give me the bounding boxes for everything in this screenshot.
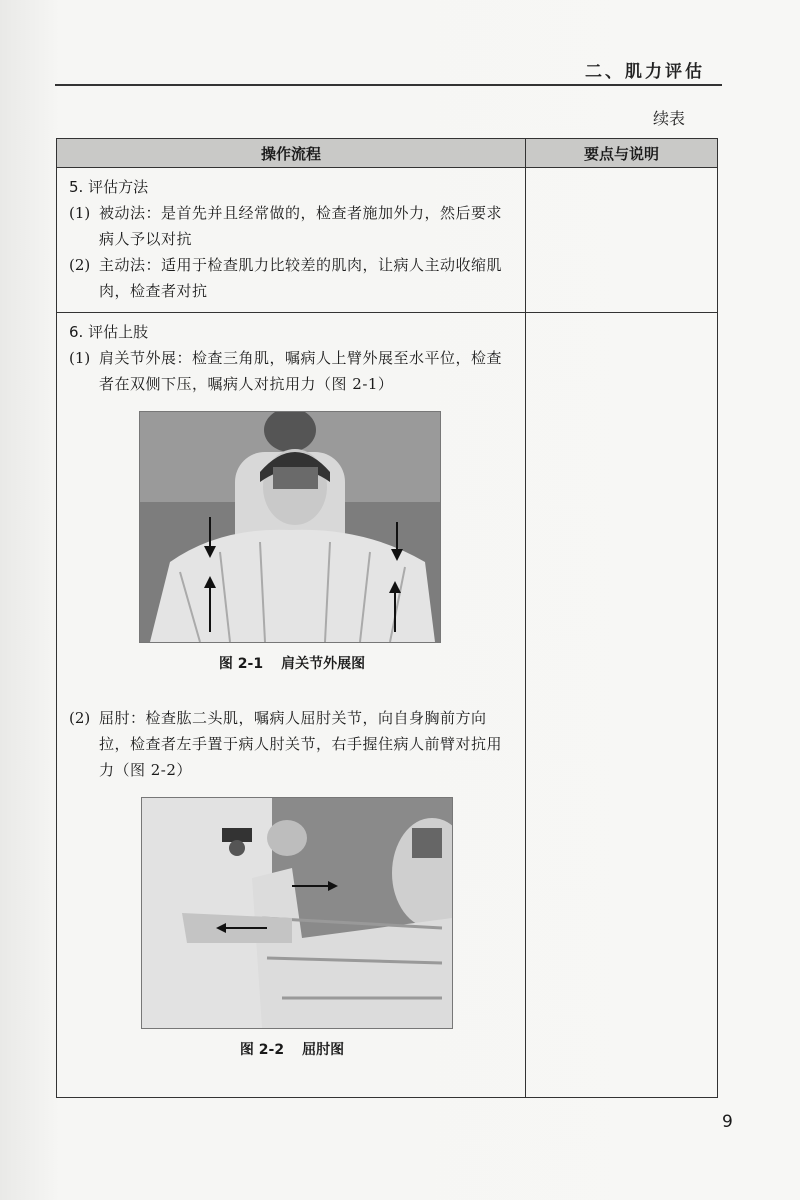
table-row xyxy=(57,313,718,1098)
figure-label: 图 2-2 xyxy=(239,1042,285,1058)
figure-elbow-flexion-photo xyxy=(141,797,453,1029)
figure-caption xyxy=(69,1037,515,1063)
figure-caption xyxy=(69,651,515,677)
section-heading: 6. 评估上肢 xyxy=(69,323,149,341)
figure-shoulder-abduction-photo xyxy=(139,411,441,643)
item-number: (1) xyxy=(69,349,91,367)
notes-cell xyxy=(526,313,718,1098)
column-header-process: 操作流程 xyxy=(57,139,526,168)
running-header-title: 二、肌力评估 xyxy=(585,62,705,82)
header-rule xyxy=(55,84,722,86)
continued-table-label: 续表 xyxy=(652,109,685,128)
figure-label: 图 2-1 xyxy=(218,656,264,672)
figure-title: 肩关节外展图 xyxy=(281,656,366,672)
page-number: 9 xyxy=(722,1112,733,1132)
notes-cell xyxy=(526,168,718,313)
list-item xyxy=(69,705,515,783)
list-item xyxy=(69,200,515,252)
process-cell xyxy=(57,313,526,1098)
column-header-notes: 要点与说明 xyxy=(526,139,718,168)
table-row xyxy=(57,168,718,313)
item-text: 主动法：适用于检查肌力比较差的肌肉，让病人主动收缩肌肉，检查者对抗 xyxy=(99,256,503,300)
section-heading: 5. 评估方法 xyxy=(69,178,149,196)
item-number: (2) xyxy=(69,709,91,727)
item-text: 被动法：是首先并且经常做的，检查者施加外力，然后要求病人予以对抗 xyxy=(99,204,503,248)
procedure-table xyxy=(56,138,718,1098)
process-cell xyxy=(57,168,526,313)
list-item xyxy=(69,345,515,397)
item-number: (1) xyxy=(69,204,91,222)
item-text: 屈肘：检查肱二头肌，嘱病人屈肘关节，向自身胸前方向拉，检查者左手置于病人肘关节，右手握住病人前臂对抗用力（图 2-2） xyxy=(99,709,503,779)
list-item xyxy=(69,252,515,304)
figure-title: 屈肘图 xyxy=(302,1042,345,1058)
item-number: (2) xyxy=(69,256,91,274)
item-text: 肩关节外展：检查三角肌，嘱病人上臂外展至水平位，检查者在双侧下压，嘱病人对抗用力（图 2-1） xyxy=(99,349,503,393)
